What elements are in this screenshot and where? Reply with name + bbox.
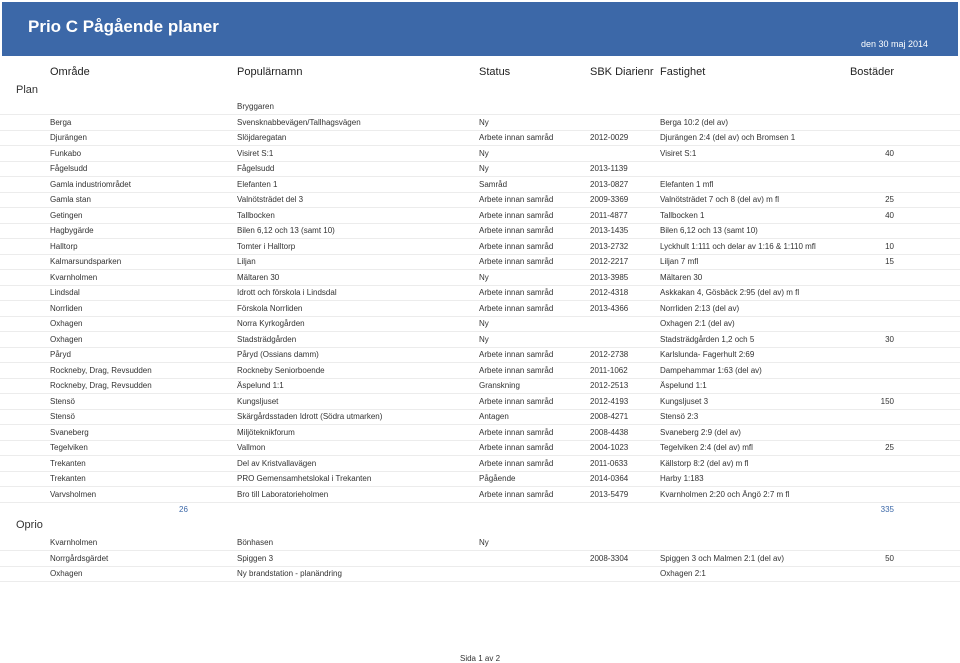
cell-status: Ny xyxy=(479,117,489,127)
table-row xyxy=(0,285,960,301)
cell-bostader: 150 xyxy=(880,396,894,406)
cell-fastighet: Oxhagen 2:1 xyxy=(660,569,706,578)
cell-popularnamn: Äspelund 1:1 xyxy=(237,381,284,390)
cell-fastighet: Norrliden 2:13 (del av) xyxy=(660,303,740,313)
cell-popularnamn: Bönhasen xyxy=(237,538,274,547)
cell-sbk: 2009-3369 xyxy=(590,195,629,204)
cell-sbk: 2008-4271 xyxy=(590,412,629,421)
cell-popularnamn: Mältaren 30 xyxy=(237,272,280,282)
cell-popularnamn: Ny brandstation - planändring xyxy=(237,569,342,578)
cell-sbk: 2012-2217 xyxy=(590,257,629,266)
table-row xyxy=(0,378,960,394)
cell-omrade: Kvarnholmen xyxy=(50,272,98,282)
cell-popularnamn: Visiret S:1 xyxy=(237,148,274,158)
cell-popularnamn: Idrott och förskola i Lindsdal xyxy=(237,288,337,297)
cell-sbk: 2013-4366 xyxy=(590,303,629,313)
cell-bostader: 25 xyxy=(885,195,894,204)
cell-popularnamn: Svensknabbevägen/Tallhagsvägen xyxy=(237,117,361,127)
cell-omrade: Rockneby, Drag, Revsudden xyxy=(50,365,152,375)
page-footer: Sida 1 av 2 xyxy=(459,654,501,663)
cell-omrade: Lindsdal xyxy=(50,288,80,297)
cell-omrade: Hagbygärde xyxy=(50,226,94,235)
table-row xyxy=(0,192,960,208)
cell-fastighet: Berga 10:2 (del av) xyxy=(660,117,729,127)
plan-label: Plan xyxy=(16,84,39,96)
cell-status: Ny xyxy=(479,334,489,344)
cell-status: Arbete innan samråd xyxy=(479,133,554,142)
cell-omrade: Djurängen xyxy=(50,133,87,142)
cell-popularnamn: Fågelsudd xyxy=(237,164,275,173)
cell-omrade: Oxhagen xyxy=(50,569,83,578)
cell-status: Arbete innan samråd xyxy=(479,365,554,375)
column-header-fastighet: Fastighet xyxy=(660,66,706,78)
cell-fastighet: Visiret S:1 xyxy=(660,148,697,158)
cell-fastighet: Bilen 6,12 och 13 (samt 10) xyxy=(660,226,758,235)
cell-sbk: 2012-0029 xyxy=(590,133,629,142)
table-row xyxy=(0,332,960,348)
cell-sbk: 2013-0827 xyxy=(590,179,629,189)
cell-status: Pågående xyxy=(479,474,516,483)
cell-popularnamn: Skärgårdsstaden Idrott (Södra utmarken) xyxy=(237,412,383,421)
cell-popularnamn: Bilen 6,12 och 13 (samt 10) xyxy=(237,226,335,235)
table-row xyxy=(0,130,960,146)
cell-omrade: Trekanten xyxy=(50,474,86,483)
cell-popularnamn: Rockneby Seniorboende xyxy=(237,365,325,375)
cell-omrade: Halltorp xyxy=(50,241,78,251)
cell-sbk: 2013-5479 xyxy=(590,489,629,499)
cell-status: Arbete innan samråd xyxy=(479,226,554,235)
cell-status: Ny xyxy=(479,319,489,328)
cell-sbk: 2011-0633 xyxy=(590,458,628,468)
cell-omrade: Norrliden xyxy=(50,303,83,313)
cell-sbk: 2012-4193 xyxy=(590,396,629,406)
cell-status: Ny xyxy=(479,538,489,547)
cell-bostader: 30 xyxy=(885,334,894,344)
cell-status: Antagen xyxy=(479,412,509,421)
cell-status: Ny xyxy=(479,148,489,158)
table-row xyxy=(0,535,960,551)
column-header-omrade: Område xyxy=(50,66,90,78)
cell-status: Arbete innan samråd xyxy=(479,489,554,499)
cell-popularnamn: Del av Kristvallavägen xyxy=(237,458,317,468)
table-row xyxy=(0,254,960,270)
cell-fastighet: Tegelviken 2:4 (del av) mfl xyxy=(660,443,753,452)
cell-omrade: Stensö xyxy=(50,396,75,406)
cell-omrade: Norrgårdsgärdet xyxy=(50,553,109,563)
cell-status: Arbete innan samråd xyxy=(479,458,554,468)
cell-omrade: Trekanten xyxy=(50,458,86,468)
cell-popularnamn: Bryggaren xyxy=(237,102,274,111)
cell-popularnamn: Stadsträdgården xyxy=(237,334,297,344)
cell-omrade: Oxhagen xyxy=(50,334,83,344)
cell-fastighet: Oxhagen 2:1 (del av) xyxy=(660,319,735,328)
cell-omrade: Rockneby, Drag, Revsudden xyxy=(50,381,152,390)
section-label: Oprio xyxy=(16,519,43,531)
table-row xyxy=(0,487,960,503)
cell-popularnamn: Liljan xyxy=(237,257,256,266)
cell-popularnamn: Spiggen 3 xyxy=(237,553,274,563)
cell-popularnamn: Påryd (Ossians damm) xyxy=(237,350,319,359)
cell-sbk: 2012-4318 xyxy=(590,288,629,297)
cell-status: Samråd xyxy=(479,179,508,189)
cell-status: Ny xyxy=(479,164,489,173)
cell-fastighet: Äspelund 1:1 xyxy=(660,381,707,390)
cell-status: Arbete innan samråd xyxy=(479,288,554,297)
table-row xyxy=(0,551,960,567)
table-row xyxy=(0,239,960,255)
cell-omrade: Kalmarsundsparken xyxy=(50,257,122,266)
cell-omrade: Påryd xyxy=(50,350,71,359)
cell-popularnamn: Tallbocken xyxy=(237,210,275,220)
table-row xyxy=(0,347,960,363)
cell-sbk: 2013-2732 xyxy=(590,241,629,251)
cell-sbk: 2012-2513 xyxy=(590,381,629,390)
column-header-popularnamn: Populärnamn xyxy=(237,66,303,78)
cell-omrade: Funkabo xyxy=(50,148,82,158)
cell-bostader: 10 xyxy=(885,241,894,251)
cell-popularnamn: Slöjdaregatan xyxy=(237,133,287,142)
page-title: Prio C Pågående planer xyxy=(28,17,219,36)
cell-fastighet: Djurängen 2:4 (del av) och Bromsen 1 xyxy=(660,133,796,142)
table-row xyxy=(0,270,960,286)
cell-status: Arbete innan samråd xyxy=(479,396,554,406)
cell-fastighet: Askkakan 4, Gösbäck 2:95 (del av) m fl xyxy=(660,288,800,297)
cell-fastighet: Dampehammar 1:63 (del av) xyxy=(660,365,762,375)
table-row xyxy=(0,440,960,456)
cell-omrade: Varvsholmen xyxy=(50,489,97,499)
cell-status: Arbete innan samråd xyxy=(479,241,554,251)
cell-fastighet: Stensö 2:3 xyxy=(660,412,699,421)
table-row xyxy=(0,223,960,239)
cell-fastighet: Lyckhult 1:111 och delar av 1:16 & 1:110 mfl xyxy=(660,241,816,251)
cell-omrade: Kvarnholmen xyxy=(50,538,98,547)
total-count: 26 xyxy=(179,505,188,514)
cell-fastighet: Svaneberg 2:9 (del av) xyxy=(660,427,741,437)
cell-popularnamn: Bro till Laboratorieholmen xyxy=(237,489,329,499)
cell-sbk: 2013-1435 xyxy=(590,226,629,235)
table-row xyxy=(0,208,960,224)
header-banner xyxy=(2,2,958,56)
column-header-status: Status xyxy=(479,66,511,78)
cell-popularnamn: Miljöteknikforum xyxy=(237,427,295,437)
table-row xyxy=(0,363,960,379)
cell-sbk: 2013-1139 xyxy=(590,164,628,173)
cell-popularnamn: PRO Gemensamhetslokal i Trekanten xyxy=(237,474,372,483)
table-row xyxy=(0,316,960,332)
cell-status: Arbete innan samråd xyxy=(479,303,554,313)
table-row xyxy=(0,566,960,582)
cell-status: Arbete innan samråd xyxy=(479,210,554,220)
cell-popularnamn: Tomter i Halltorp xyxy=(237,241,296,251)
cell-fastighet: Spiggen 3 och Malmen 2:1 (del av) xyxy=(660,553,785,563)
cell-status: Arbete innan samråd xyxy=(479,257,554,266)
cell-omrade: Fågelsudd xyxy=(50,164,88,173)
table-row xyxy=(0,177,960,193)
cell-popularnamn: Norra Kyrkogården xyxy=(237,319,305,328)
cell-popularnamn: Vallmon xyxy=(237,443,266,452)
cell-popularnamn: Valnötsträdet del 3 xyxy=(237,195,304,204)
cell-fastighet: Liljan 7 mfl xyxy=(660,257,699,266)
cell-status: Arbete innan samråd xyxy=(479,195,554,204)
cell-fastighet: Elefanten 1 mfl xyxy=(660,179,714,189)
total-bostader: 335 xyxy=(880,505,894,514)
cell-sbk: 2004-1023 xyxy=(590,443,629,452)
table-row xyxy=(0,456,960,472)
cell-omrade: Getingen xyxy=(50,210,83,220)
cell-fastighet: Karlslunda- Fagerhult 2:69 xyxy=(660,350,755,359)
cell-bostader: 15 xyxy=(885,257,894,266)
table-row xyxy=(0,161,960,177)
cell-bostader: 40 xyxy=(885,210,894,220)
cell-sbk: 2008-3304 xyxy=(590,553,629,563)
cell-fastighet: Tallbocken 1 xyxy=(660,210,705,220)
table-row xyxy=(0,471,960,487)
cell-omrade: Oxhagen xyxy=(50,319,83,328)
cell-bostader: 50 xyxy=(885,553,894,563)
cell-bostader: 25 xyxy=(885,443,894,452)
cell-omrade: Gamla industriområdet xyxy=(50,179,131,189)
cell-fastighet: Stadsträdgården 1,2 och 5 xyxy=(660,334,755,344)
cell-fastighet: Mältaren 30 xyxy=(660,272,703,282)
table-row xyxy=(0,146,960,162)
cell-status: Arbete innan samråd xyxy=(479,427,554,437)
cell-omrade: Gamla stan xyxy=(50,195,91,204)
cell-fastighet: Valnötsträdet 7 och 8 (del av) m fl xyxy=(660,195,780,204)
table-row xyxy=(0,394,960,410)
column-header-sbk: SBK Diarienr xyxy=(590,66,654,78)
cell-omrade: Berga xyxy=(50,117,72,127)
cell-sbk: 2013-3985 xyxy=(590,272,629,282)
table-row xyxy=(0,301,960,317)
cell-omrade: Svaneberg xyxy=(50,427,89,437)
cell-omrade: Stensö xyxy=(50,412,75,421)
cell-sbk: 2014-0364 xyxy=(590,474,629,483)
cell-sbk: 2011-1062 xyxy=(590,365,628,375)
cell-fastighet: Källstorp 8:2 (del av) m fl xyxy=(660,458,749,468)
cell-fastighet: Harby 1:183 xyxy=(660,474,704,483)
table-row xyxy=(0,99,960,115)
cell-status: Arbete innan samråd xyxy=(479,350,554,359)
cell-status: Arbete innan samråd xyxy=(479,443,554,452)
cell-omrade: Tegelviken xyxy=(50,443,88,452)
column-header-bostader: Bostäder xyxy=(849,66,894,78)
cell-sbk: 2011-4877 xyxy=(590,210,628,220)
cell-popularnamn: Elefanten 1 xyxy=(237,179,278,189)
cell-status: Ny xyxy=(479,272,489,282)
table-row xyxy=(0,115,960,131)
cell-popularnamn: Förskola Norrliden xyxy=(237,303,303,313)
cell-popularnamn: Kungsljuset xyxy=(237,396,279,406)
table-row xyxy=(0,409,960,425)
table-row xyxy=(0,425,960,441)
cell-status: Granskning xyxy=(479,381,520,390)
cell-sbk: 2012-2738 xyxy=(590,350,629,359)
cell-fastighet: Kvarnholmen 2:20 och Ängö 2:7 m fl xyxy=(660,489,790,499)
report-date: den 30 maj 2014 xyxy=(860,39,928,49)
cell-sbk: 2008-4438 xyxy=(590,427,629,437)
cell-bostader: 40 xyxy=(885,148,894,158)
cell-fastighet: Kungsljuset 3 xyxy=(660,396,709,406)
